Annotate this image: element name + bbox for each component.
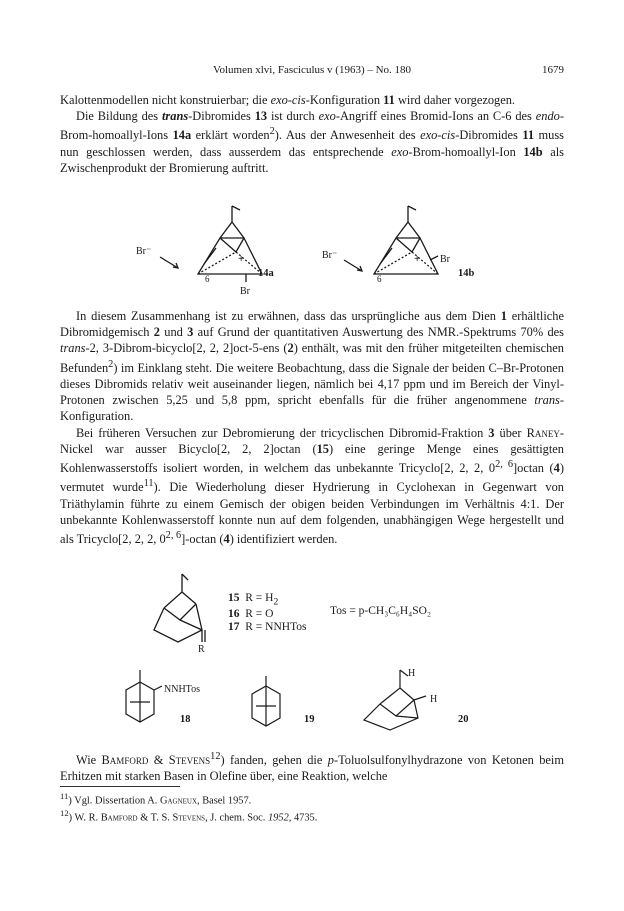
- carbon-6-label-right: 6: [377, 274, 382, 284]
- hydrogen-label-1: H: [408, 668, 416, 679]
- compound-label-20: 20: [458, 714, 469, 725]
- charge-label-left: +: [238, 253, 245, 265]
- footnote-12: $^{12}$) W. R. Bamford & T. S. Stevens, J. chem. Soc. 1952, 4735.: [60, 808, 318, 824]
- paragraph-4: Bei früheren Versuchen zur Debromierung der tricyclischen Dibromid-Fraktion 3 über Raney-Nickel war ausser Bicyclo[2, 2, 2]octan (15) eine geringe Menge eines gesättigten Kohlenwasserstoffs isoliert worden, in welchem das unbekannte Tricyclo[2, 2, 2, 0$^{2, 6}$]octan (4) vermutet wurde$^{11}$). Die Wiederholung dieser Hydrierung in Cyclohexan in Gegenwart von Triäthylamin führte zu einem Gemisch der obigen beiden Verbindungen im Verhältnis 4:1. Der unbekannte Kohlenwasserstoff konnte nun auf dem folgenden, unabhängigen Wege hergestellt und als Tricyclo[2, 2, 2, 0$^{2, 6}$]-octan (4) identifiziert werden.: [60, 425, 564, 547]
- compound-list: [228, 592, 307, 634]
- attack-label-right: Br⁻: [322, 250, 338, 261]
- carbon-6-label-left: 6: [205, 274, 210, 284]
- attack-label-left: Br⁻: [136, 246, 152, 257]
- footnote-rule: [60, 786, 180, 787]
- bromine-label-right: Br: [440, 254, 450, 265]
- compound-label-14b: 14b: [458, 268, 475, 279]
- compound-label-18: 18: [180, 714, 191, 725]
- tosyl-definition: Tos = p-CH₃C₆H₄SO₂: [330, 605, 431, 617]
- compound-label-19: 19: [304, 714, 315, 725]
- structures-18-20: [90, 660, 510, 736]
- substituent-18: NNHTos: [164, 684, 200, 695]
- figure-bicyclooctane: [150, 570, 220, 656]
- paragraph-2: Die Bildung des trans-Dibromides 13 ist durch exo-Angriff eines Bromid-Ions an C-6 des endo-Brom-homoallyl-Ions 14a erklärt worden$^2$). Aus der Anwesenheit des exo-cis-Dibromides 11 muss nun geschlossen werden, dass ausserdem das entsprechende exo-Brom-homoallyl-Ion 14b als Zwischenprodukt der Bromierung auftritt.: [60, 109, 564, 175]
- list-item: 15 $R = H_2$: [228, 592, 279, 608]
- structure-15-17: [150, 570, 220, 656]
- list-item: 17 R = NNHTos: [228, 621, 307, 634]
- paragraph-3: In diesem Zusammenhang ist zu erwähnen, dass das ursprüngliche aus dem Dien 1 erhältliche Dibromidgemisch 2 und 3 auf Grund der quantitativen Auswertung des NMR.-Spektrums 70% des trans-2, 3-Dibrom-bicyclo[2, 2, 2]oct-5-ens (2) enthält, was mit den früher mitgeteilten chemischen Befunden$^2$) im Einklang steht. Die weitere Beobachtung, dass die Signale der beiden C–Br-Protonen dieses Dibromids relativ weit auseinander liegen, nämlich bei 4,17 ppm und im Bereich der Vinyl-Protonen zwischen 5,25 und 5,8 ppm, spricht ebenfalls für die früher angenommene trans-Konfiguration. Bei früheren Versuchen zur Debromierung der tricyclischen Dibromid-Fraktion 3 über Raney-Nickel war ausser Bicyclo[2, 2, 2]octan (15) eine geringe Menge eines gesättigten Kohlenwasserstoffs isoliert worden, in welchem das unbekannte Tricyclo[2, 2, 2, 0$^{2, 6}$]octan (4) vermutet wurde$^{11}$). Die Wiederholung dieser Hydrierung in Cyclohexan in Gegenwart von Triäthylamin führte zu einem Gemisch der obigen beiden Verbindungen im Verhältnis 4:1. Der unbekannte Kohlenwasserstoff konnte nun auf dem folgenden, unabhängigen Wege hergestellt und als Tricyclo[2, 2, 2, 0$^{2, 6}$]-octan (4) identifiziert werden.: [60, 309, 565, 547]
- paragraph-5: Wie Bamford & Stevens$^{12}$) fanden, gehen die p-Toluolsulfonylhydrazone von Ketonen beim Erhitzen mit starken Basen in Olefine über, eine Reaktion, welche: [60, 751, 564, 784]
- footnote-11: $^{11}$) Vgl. Dissertation A. Gagneux, Basel 1957.: [60, 791, 252, 807]
- figure-homoallyl-ions: [60, 200, 564, 300]
- figure-compounds-18-20: [90, 660, 510, 736]
- compound-label-14a: 14a: [258, 268, 274, 279]
- bromine-label-left: Br: [240, 286, 250, 297]
- paragraph-1: Kalottenmodellen nicht konstruierbar; die exo-cis-Konfiguration 11 wird daher vorgezogen. Die Bildung des trans-Dibromides 13 ist durch exo-Angriff eines Bromid-Ions an C-6 des endo-Brom-homoallyl-Ions 14a erklärt worden$^2$). Aus der Anwesenheit des exo-cis-Dibromides 11 muss nun geschlossen werden, dass ausserdem das entsprechende exo-Brom-homoallyl-Ion 14b als Zwischenprodukt der Bromierung auftritt.: [60, 93, 564, 175]
- hydrogen-label-2: H: [430, 694, 438, 705]
- footnotes: [60, 790, 564, 825]
- page-number: 1679: [542, 64, 564, 76]
- structure-diagram: [60, 200, 564, 300]
- charge-label-right: +: [414, 253, 421, 265]
- r-group-label: R: [198, 644, 205, 655]
- running-title: Volumen xlvi, Fasciculus v (1963) – No. 180: [212, 64, 412, 76]
- list-item: 16 R = O: [228, 608, 274, 621]
